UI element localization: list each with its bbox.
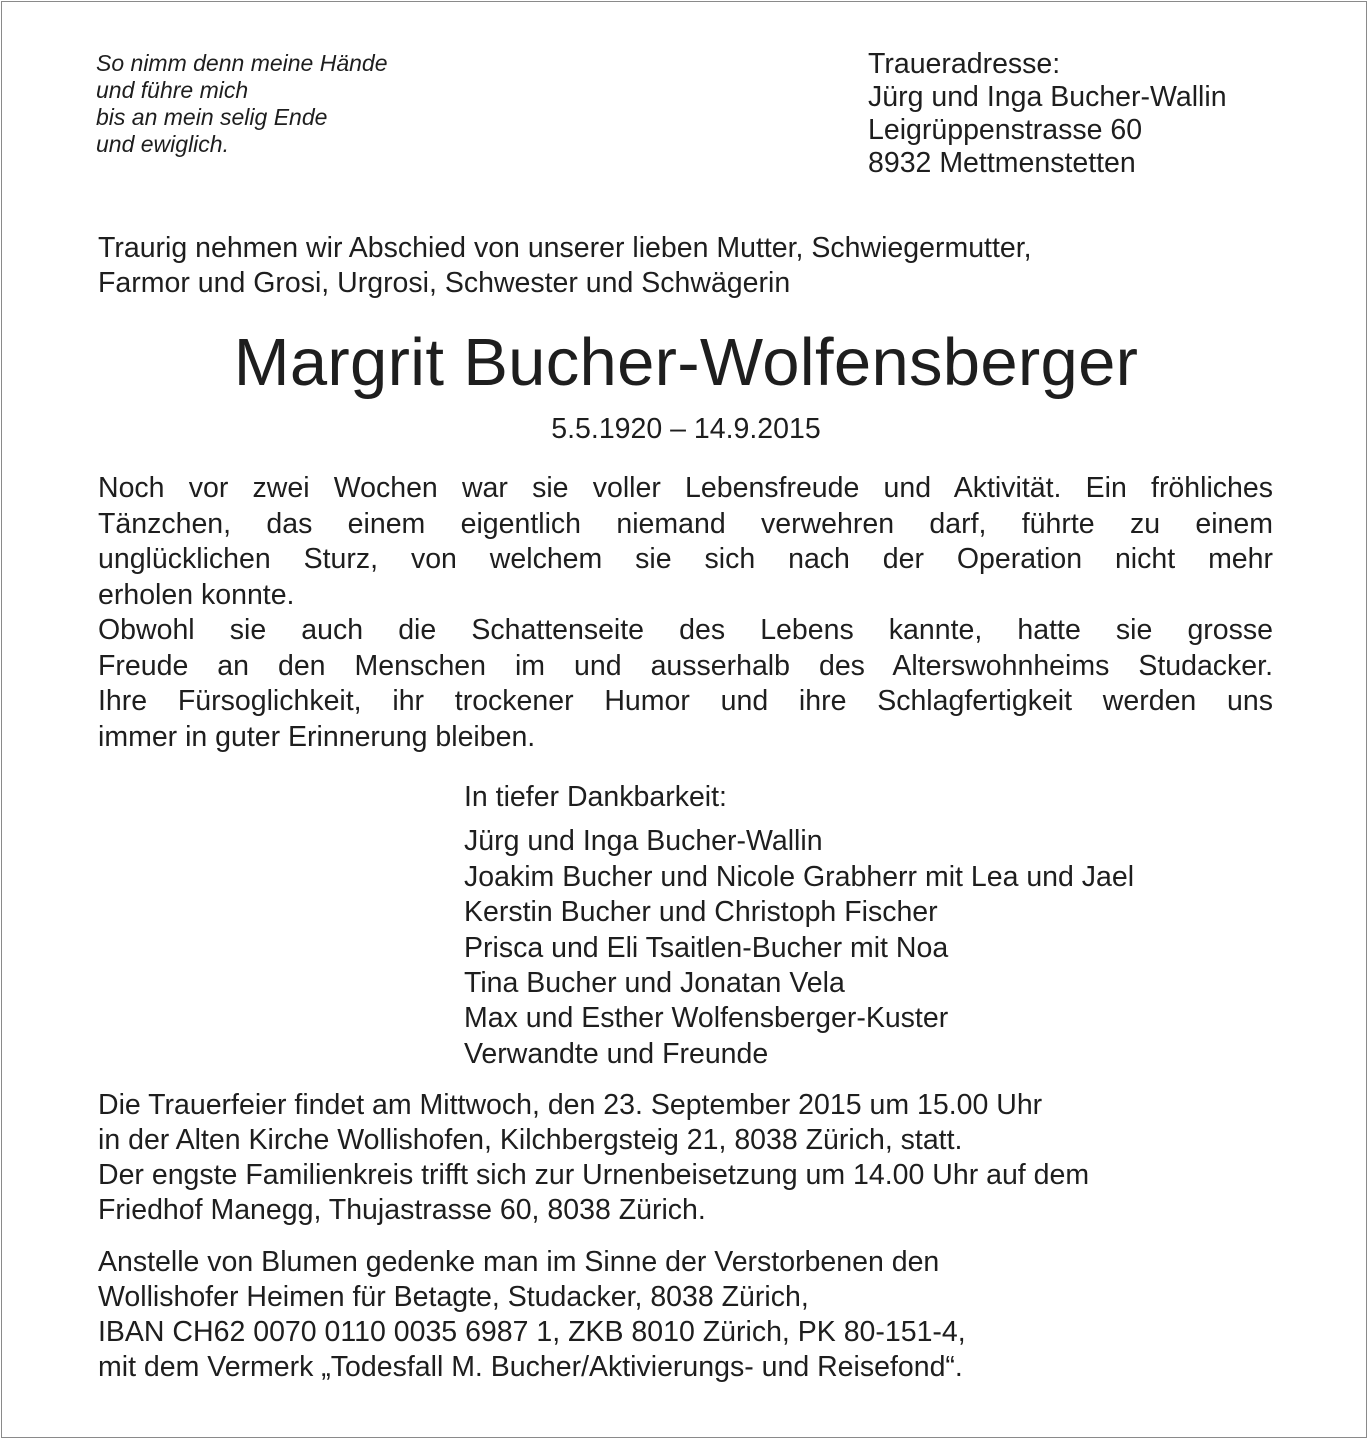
address-line: 8932 Mettmenstetten — [868, 147, 1136, 179]
tribute-line: Noch vor zwei Wochen war sie voller Lebensfreude und Aktivität. Ein fröhliches — [98, 472, 1273, 504]
intro-text — [98, 231, 1032, 301]
mourners-list — [464, 780, 1134, 1072]
tribute-paragraph-2 — [98, 613, 1273, 755]
mourner-name: Max und Esther Wolfensberger-Kuster — [464, 1002, 949, 1035]
address-line: Leigrüppenstrasse 60 — [868, 114, 1143, 146]
donation-info — [98, 1245, 966, 1385]
tribute-line: Obwohl sie auch die Schattenseite des Lebens kannte, hatte sie grosse — [98, 614, 1273, 646]
deceased-name: Margrit Bucher-Wolfensberger — [233, 325, 1139, 400]
tribute-line: unglücklichen Sturz, von welchem sie sich nach der Operation nicht mehr — [98, 543, 1273, 575]
intro-line: Traurig nehmen wir Abschied von unserer lieben Mutter, Schwiegermutter, — [98, 232, 1032, 264]
address-line: Traueradresse: — [868, 48, 1061, 80]
motto-line: und führe mich — [96, 77, 249, 103]
mourner-name: Joakim Bucher und Nicole Grabherr mit Lea und Jael — [464, 860, 1135, 893]
ceremony-line: Friedhof Manegg, Thujastrasse 60, 8038 Zürich. — [98, 1194, 706, 1226]
mourner-name: Kerstin Bucher und Christoph Fischer — [464, 896, 938, 929]
mourning-address — [868, 48, 1227, 180]
donation-line: mit dem Vermerk „Todesfall M. Bucher/Aktivierungs- und Reisefond“. — [98, 1351, 963, 1383]
tribute-line: Tänzchen, das einem eigentlich niemand verwehren darf, führte zu einem — [98, 507, 1273, 540]
motto-line: bis an mein selig Ende — [96, 104, 328, 130]
ceremony-line: in der Alten Kirche Wollishofen, Kilchbergsteig 21, 8038 Zürich, statt. — [98, 1124, 963, 1156]
mourner-name: Verwandte und Freunde — [464, 1037, 769, 1070]
tribute-line: erholen konnte. — [98, 578, 295, 611]
tribute-line: Ihre Fürsoglichkeit, ihr trockener Humor und ihre Schlagfertigkeit werden uns — [98, 685, 1273, 717]
tribute-line: Freude an den Menschen im und ausserhalb des Alterswohnheims Studacker. — [98, 649, 1273, 682]
motto-line: und ewiglich. — [96, 131, 229, 157]
ceremony-line: Der engste Familienkreis trifft sich zur Urnenbeisetzung um 14.00 Uhr auf dem — [98, 1159, 1090, 1191]
donation-line: Anstelle von Blumen gedenke man im Sinne der Verstorbenen den — [98, 1246, 940, 1278]
ceremony-info — [98, 1088, 1089, 1228]
donation-line: Wollishofer Heimen für Betagte, Studacker, 8038 Zürich, — [98, 1281, 809, 1313]
motto-line: So nimm denn meine Hände — [96, 50, 388, 76]
mourner-name: Jürg und Inga Bucher-Wallin — [464, 825, 823, 858]
intro-line: Farmor und Grosi, Urgrosi, Schwester und Schwägerin — [98, 267, 791, 299]
motto-verse — [96, 50, 388, 158]
donation-line: IBAN CH62 0070 0110 0035 6987 1, ZKB 8010 Zürich, PK 80-151-4, — [98, 1316, 966, 1348]
mourners-heading: In tiefer Dankbarkeit: — [464, 781, 727, 813]
tribute-line: immer in guter Erinnerung bleiben. — [98, 720, 536, 753]
address-line: Jürg und Inga Bucher-Wallin — [868, 81, 1227, 113]
ceremony-line: Die Trauerfeier findet am Mittwoch, den 23. September 2015 um 15.00 Uhr — [98, 1089, 1043, 1121]
life-dates: 5.5.1920 – 14.9.2015 — [551, 413, 821, 445]
mourner-name: Prisca und Eli Tsaitlen-Bucher mit Noa — [464, 931, 949, 964]
mourner-name: Tina Bucher und Jonatan Vela — [464, 967, 845, 1000]
tribute-paragraph-1 — [98, 471, 1273, 613]
